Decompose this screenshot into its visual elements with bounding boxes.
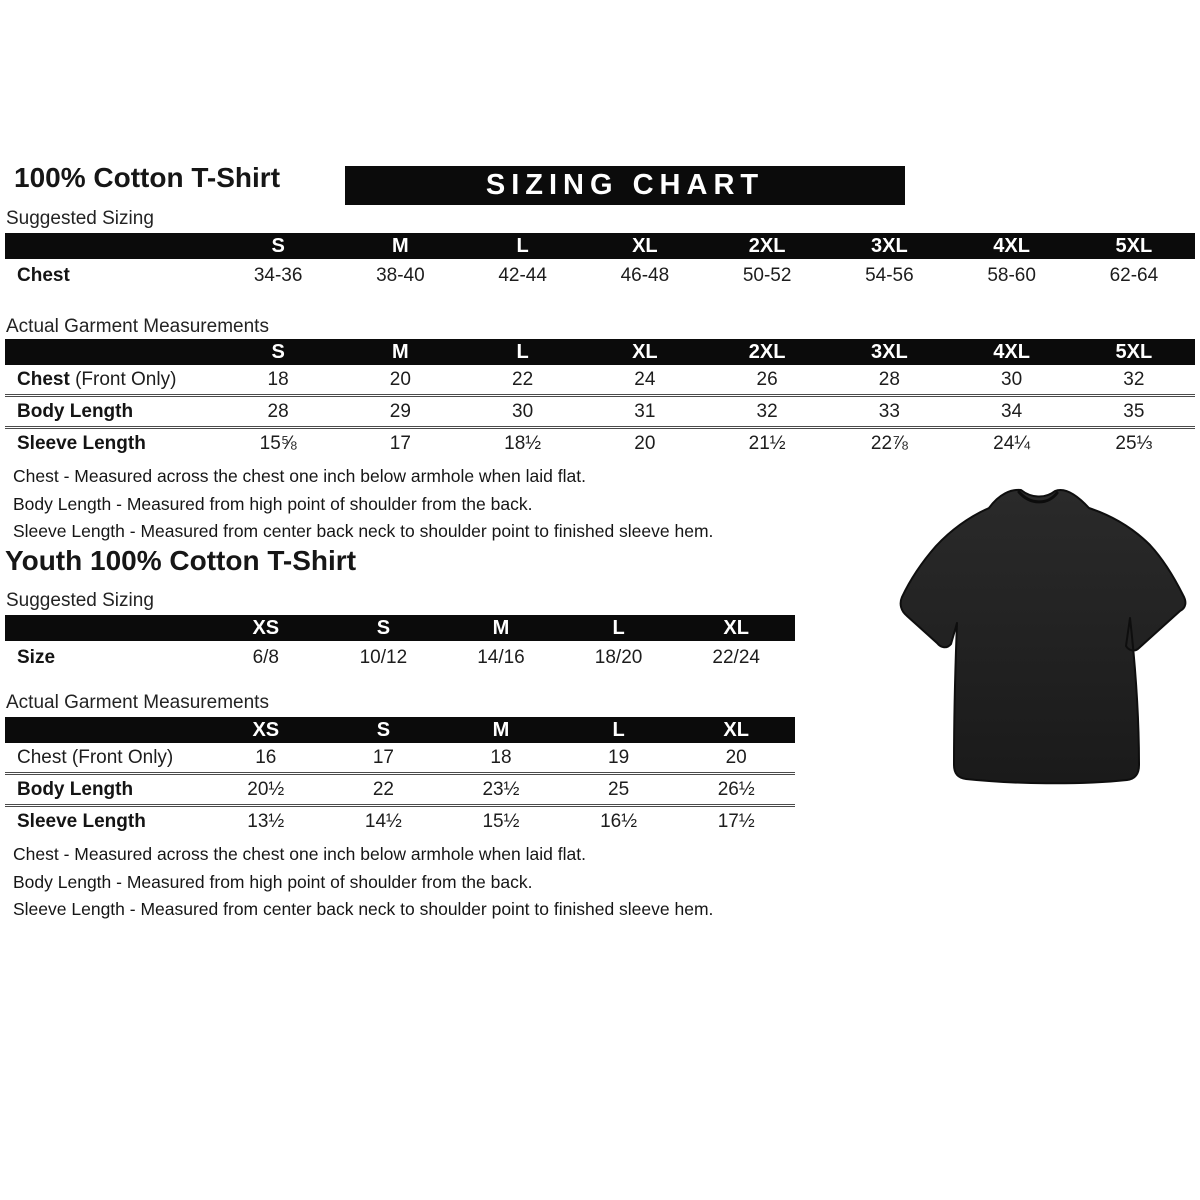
size-column-header: XS — [207, 615, 325, 641]
size-column-header: L — [560, 615, 678, 641]
size-column-header: XL — [584, 339, 706, 365]
size-column-header: L — [462, 339, 584, 365]
size-column-header: S — [325, 615, 443, 641]
measurement-note: Chest - Measured across the chest one inch below armhole when laid flat. — [13, 466, 586, 486]
sizing-chart-banner: SIZING CHART — [345, 166, 905, 205]
measurement-cell: 29 — [339, 396, 461, 428]
measurement-cell: 19 — [560, 743, 678, 774]
table-header-row — [5, 717, 795, 743]
measurement-cell: 46-48 — [620, 264, 670, 286]
size-column-header: M — [339, 233, 461, 259]
tshirt-silhouette — [893, 478, 1193, 810]
measurement-cell: 22 — [325, 774, 443, 806]
adult-suggested-sizing-table — [5, 233, 1195, 292]
measurement-cell: 20 — [339, 365, 461, 396]
measurement-cell: 14/16 — [477, 646, 525, 668]
table-header-row — [5, 615, 795, 641]
measurement-cell: 17 — [389, 432, 411, 454]
measurement-cell: 10/12 — [359, 646, 408, 668]
header-spacer-cell — [5, 717, 207, 743]
measurement-cell: 17 — [325, 743, 443, 774]
measurement-row — [5, 428, 1195, 459]
measurement-row — [5, 806, 795, 837]
size-column-header: M — [442, 717, 560, 743]
measurement-cell: 54-56 — [865, 264, 914, 286]
measurement-cell: 18 — [217, 365, 339, 396]
measurement-cell: 26½ — [677, 774, 795, 806]
measurement-cell: 22/24 — [712, 646, 760, 668]
size-column-header: 4XL — [951, 339, 1073, 365]
youth-measurement-notes — [13, 841, 713, 924]
measurement-cell: 17½ — [717, 810, 755, 832]
row-label: Body Length — [5, 774, 207, 806]
row-label: Sleeve Length — [17, 810, 146, 832]
measurement-cell: 26 — [706, 365, 828, 396]
row-label: Body Length — [5, 396, 217, 428]
size-column-header: S — [325, 717, 443, 743]
adult-actual-measurements-table — [5, 339, 1195, 458]
measurement-cell: 25⅓ — [1115, 432, 1153, 454]
measurement-cell: 35 — [1073, 396, 1195, 428]
measurement-cell: 38-40 — [376, 264, 425, 286]
measurement-cell: 18/20 — [594, 646, 643, 668]
size-column-header: M — [442, 615, 560, 641]
header-spacer-cell — [5, 233, 217, 259]
measurement-row — [5, 365, 1195, 396]
row-label: Size — [17, 646, 56, 668]
youth-section-title: Youth 100% Cotton T-Shirt — [5, 545, 357, 576]
measurement-cell: 15⅝ — [259, 432, 297, 454]
size-column-header: 2XL — [706, 233, 828, 259]
size-column-header: 5XL — [1073, 339, 1195, 365]
measurement-cell: 20 — [677, 743, 795, 774]
size-column-header: 5XL — [1073, 233, 1195, 259]
size-column-header: 3XL — [828, 339, 950, 365]
adult-actual-measurements-label: Actual Garment Measurements — [6, 316, 269, 337]
measurement-row — [5, 641, 795, 674]
measurement-note: Sleeve Length - Measured from center back neck to shoulder point to finished sleeve hem. — [13, 899, 714, 919]
measurement-note: Body Length - Measured from high point of shoulder from the back. — [13, 871, 533, 892]
size-column-header: XS — [207, 717, 325, 743]
measurement-cell: 32 — [1073, 365, 1195, 396]
measurement-cell: 14½ — [364, 810, 402, 832]
measurement-cell: 6/8 — [252, 646, 279, 668]
measurement-note: Sleeve Length - Measured from center back neck to shoulder point to finished sleeve hem. — [13, 521, 714, 541]
header-spacer-cell — [5, 615, 207, 641]
measurement-cell: 21½ — [748, 432, 786, 454]
measurement-row — [5, 259, 1195, 292]
table-header-row — [5, 339, 1195, 365]
measurement-cell: 22⅞ — [870, 432, 908, 454]
measurement-cell: 34-36 — [253, 264, 303, 286]
measurement-cell: 33 — [828, 396, 950, 428]
row-label: Sleeve Length — [17, 432, 146, 454]
measurement-cell: 24 — [584, 365, 706, 396]
size-column-header: S — [217, 339, 339, 365]
measurement-cell: 22 — [462, 365, 584, 396]
adult-suggested-sizing-label: Suggested Sizing — [6, 208, 154, 229]
adult-measurement-notes — [13, 463, 713, 546]
size-column-header: XL — [677, 615, 795, 641]
measurement-cell: 58-60 — [987, 264, 1036, 286]
table-header-row — [5, 233, 1195, 259]
measurement-cell: 30 — [951, 365, 1073, 396]
size-column-header: XL — [584, 233, 706, 259]
measurement-cell: 20 — [634, 432, 656, 454]
size-column-header: M — [339, 339, 461, 365]
row-label: Chest — [17, 264, 70, 286]
size-column-header: L — [462, 233, 584, 259]
measurement-cell: 42-44 — [498, 264, 547, 286]
measurement-cell: 25 — [560, 774, 678, 806]
measurement-cell: 50-52 — [742, 264, 792, 286]
measurement-row — [5, 774, 795, 806]
measurement-cell: 20½ — [207, 774, 325, 806]
size-column-header: 4XL — [951, 233, 1073, 259]
measurement-cell: 34 — [951, 396, 1073, 428]
row-label: Chest (Front Only) — [5, 743, 207, 774]
youth-actual-measurements-label: Actual Garment Measurements — [6, 692, 269, 713]
size-column-header: 2XL — [706, 339, 828, 365]
measurement-row — [5, 396, 1195, 428]
measurement-cell: 13½ — [247, 810, 285, 832]
size-column-header: S — [217, 233, 339, 259]
measurement-cell: 24¼ — [993, 432, 1031, 454]
measurement-cell: 32 — [706, 396, 828, 428]
header-spacer-cell — [5, 339, 217, 365]
measurement-cell: 28 — [217, 396, 339, 428]
measurement-cell: 28 — [828, 365, 950, 396]
tshirt-image — [893, 478, 1193, 810]
measurement-cell: 16 — [207, 743, 325, 774]
row-label: Chest (Front Only) — [5, 365, 217, 396]
youth-suggested-sizing-table — [5, 615, 795, 674]
youth-suggested-sizing-label: Suggested Sizing — [6, 590, 154, 611]
measurement-cell: 30 — [462, 396, 584, 428]
page-title: 100% Cotton T-Shirt — [14, 162, 281, 193]
measurement-row — [5, 743, 795, 774]
measurement-cell: 15½ — [482, 810, 520, 832]
measurement-cell: 18 — [442, 743, 560, 774]
size-column-header: XL — [677, 717, 795, 743]
youth-actual-measurements-table — [5, 717, 795, 836]
measurement-note: Chest - Measured across the chest one inch below armhole when laid flat. — [13, 844, 586, 864]
measurement-cell: 16½ — [600, 810, 638, 832]
measurement-cell: 23½ — [442, 774, 560, 806]
measurement-note: Body Length - Measured from high point of shoulder from the back. — [13, 493, 533, 514]
measurement-cell: 18½ — [504, 432, 542, 454]
measurement-cell: 31 — [584, 396, 706, 428]
measurement-cell: 62-64 — [1109, 264, 1159, 286]
size-column-header: 3XL — [828, 233, 950, 259]
size-column-header: L — [560, 717, 678, 743]
